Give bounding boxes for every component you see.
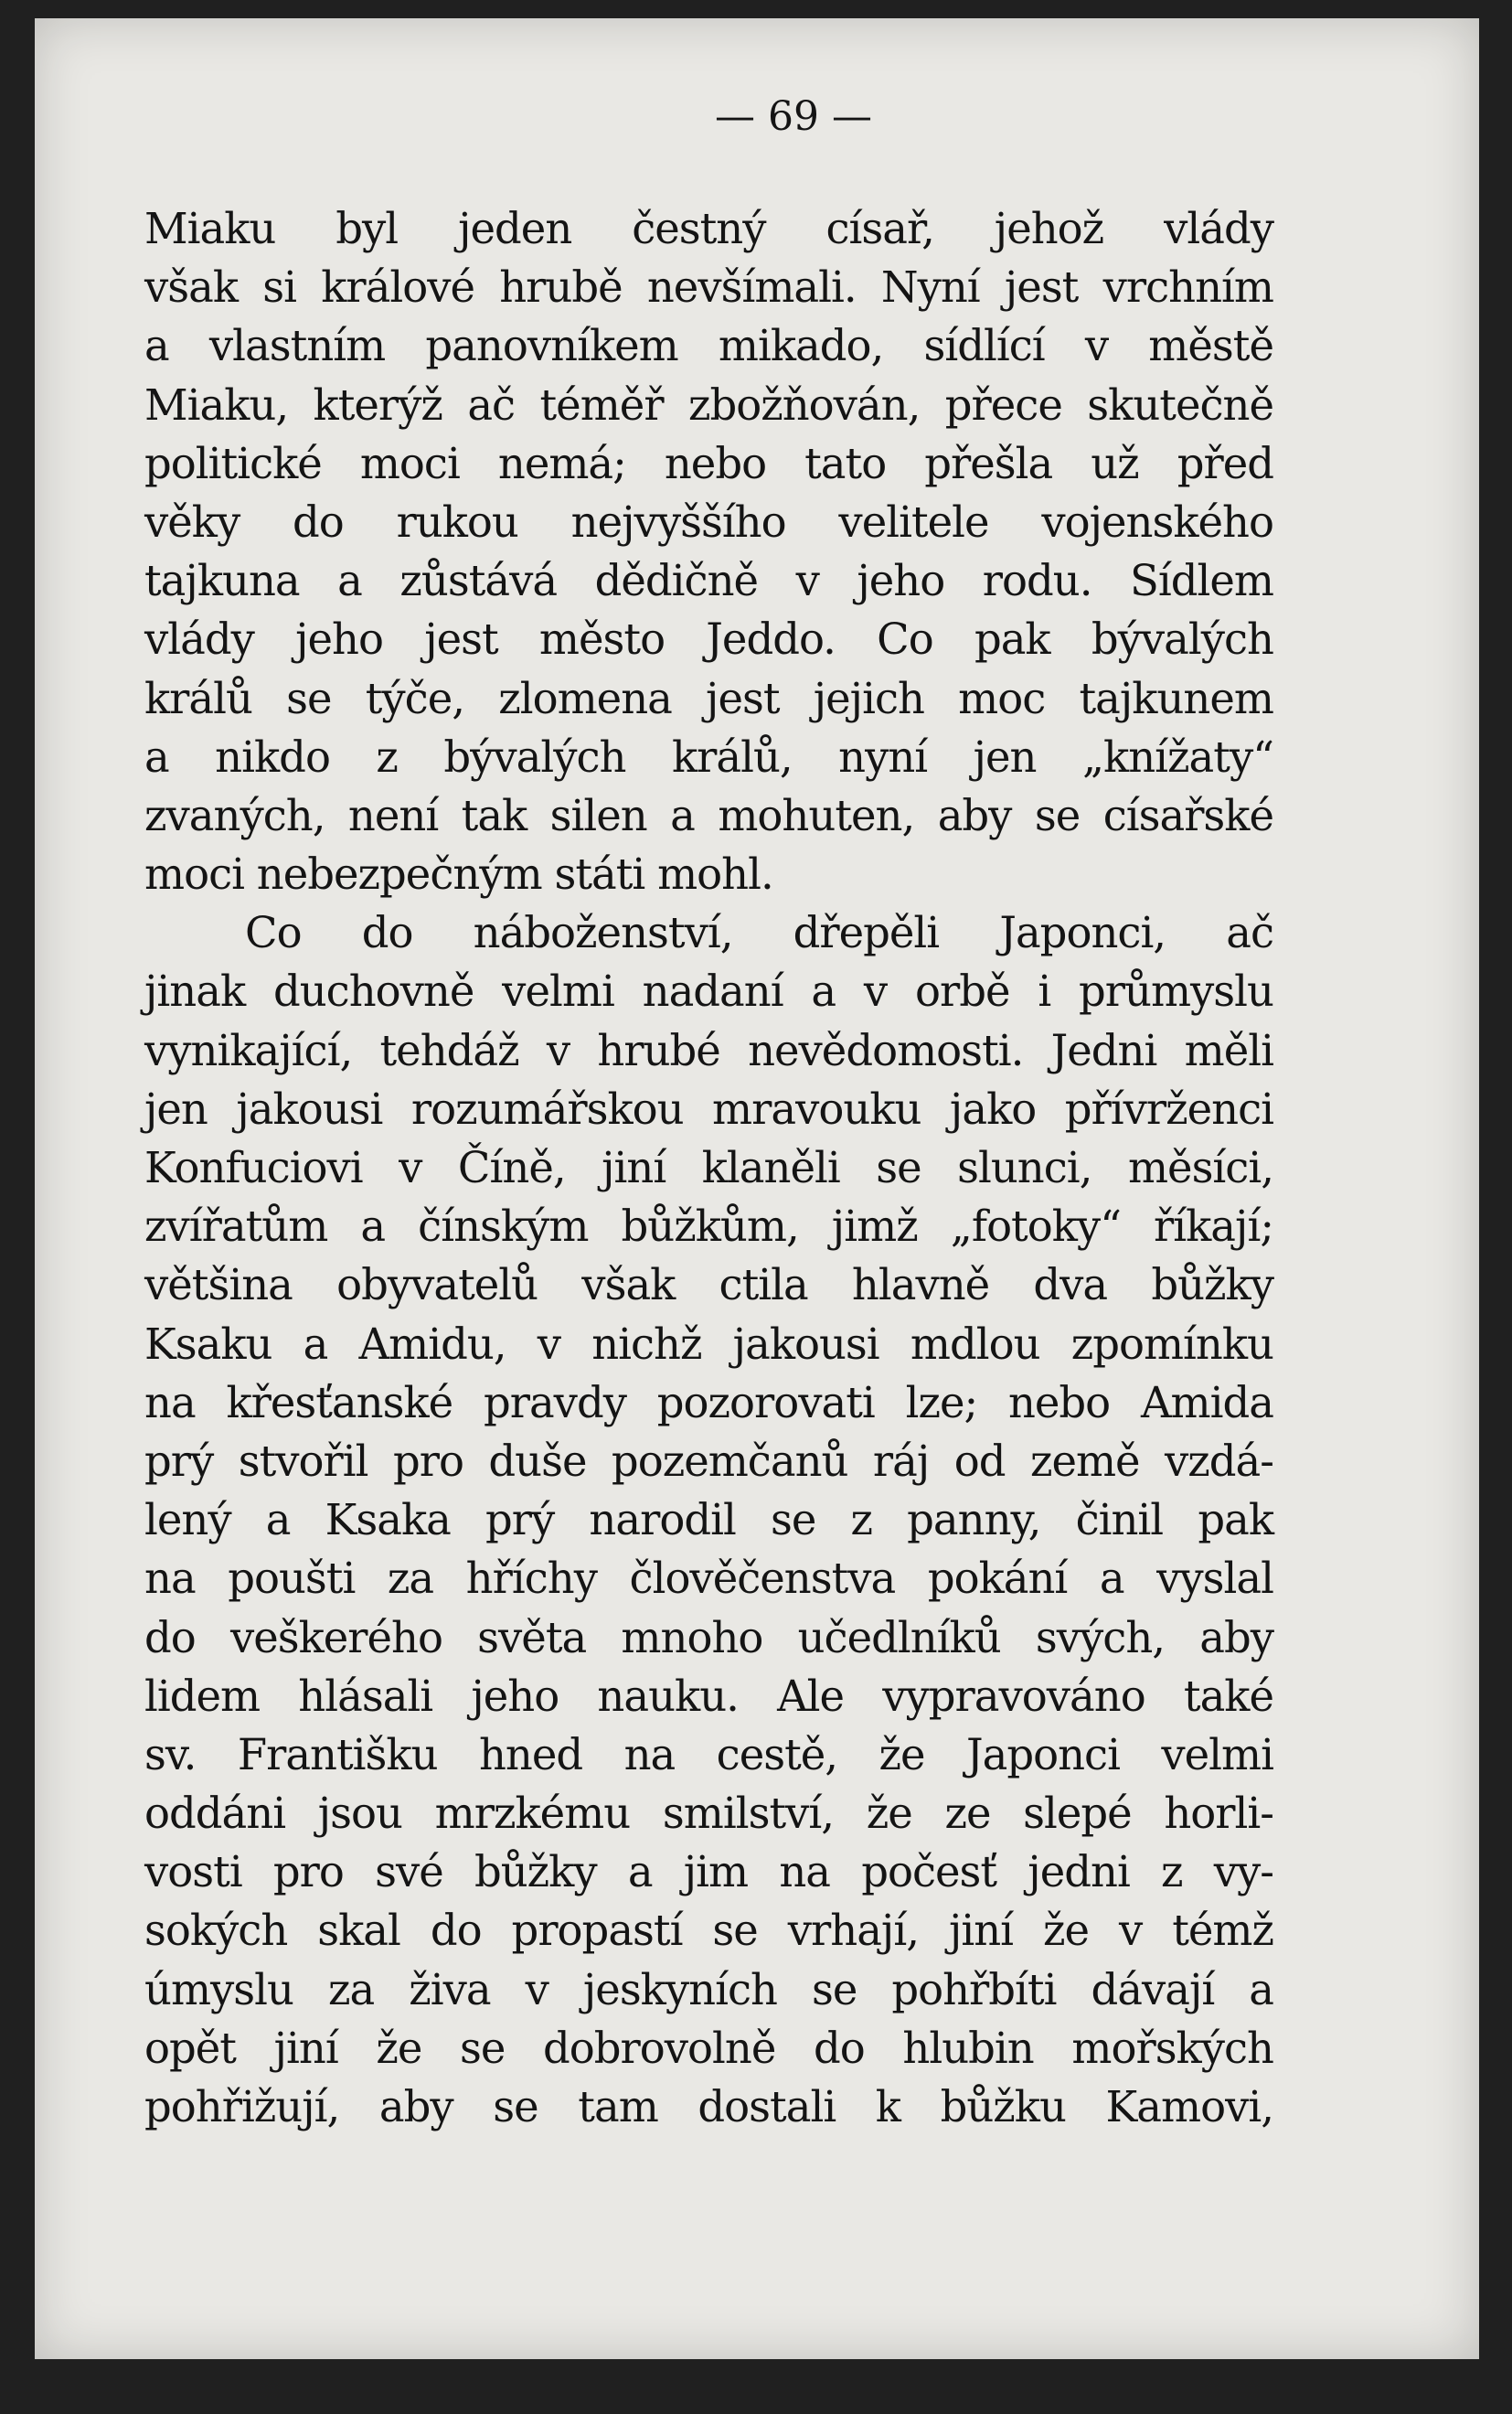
text-line: jinak duchovně velmi nadaní a v orbě i průmyslu — [144, 967, 1273, 1017]
text-line: lený a Ksaka prý narodil se z panny, činil pak — [144, 1495, 1273, 1545]
text-line: vosti pro své bůžky a jim na počesť jedni z vy- — [144, 1847, 1273, 1897]
body-text — [144, 199, 1273, 2136]
text-line: věky do rukou nejvyššího velitele vojenského — [144, 497, 1273, 547]
text-line: zvířatům a čínským bůžkům, jimž „fotoky“ říkají; — [144, 1202, 1273, 1252]
text-line: úmyslu za živa v jeskyních se pohřbíti dávají a — [144, 1964, 1273, 2014]
text-line: sv. Františku hned na cestě, že Japonci velmi — [144, 1729, 1273, 1779]
text-line: většina obyvatelů však ctila hlavně dva bůžky — [144, 1260, 1273, 1310]
text-line: Konfuciovi v Číně, jiní klaněli se slunci, měsíci, — [144, 1143, 1273, 1192]
text-line: Miaku byl jeden čestný císař, jehož vlády — [144, 204, 1273, 253]
text-line: do veškerého světa mnoho učedlníků svých, aby — [144, 1612, 1273, 1662]
text-line: zvaných, není tak silen a mohuten, aby se císařské — [144, 790, 1273, 840]
text-line: vlády jeho jest město Jeddo. Co pak bývalých — [144, 614, 1273, 665]
text-line: prý stvořil pro duše pozemčanů ráj od země vzdá- — [144, 1436, 1273, 1486]
text-line: a nikdo z bývalých králů, nyní jen „knížaty“ — [144, 732, 1273, 782]
text-line: vynikající, tehdáž v hrubé nevědomosti. Jedni měli — [144, 1025, 1273, 1075]
text-line: Miaku, kterýž ač téměř zbožňován, přece skutečně — [144, 379, 1273, 430]
text-line: lidem hlásali jeho nauku. Ale vypravováno také — [144, 1671, 1273, 1721]
text-line: králů se týče, zlomena jest jejich moc tajkunem — [144, 673, 1273, 723]
text-line: opět jiní že se dobrovolně do hlubin mořských — [144, 2023, 1273, 2073]
text-line: tajkuna a zůstává dědičně v jeho rodu. Sídlem — [144, 556, 1273, 606]
text-line: politické moci nemá; nebo tato přešla už před — [144, 438, 1273, 488]
text-line: oddáni jsou mrzkému smilství, že ze slepé horli- — [144, 1789, 1273, 1839]
text-line: na poušti za hříchy člověčenstva pokání a vyslal — [144, 1554, 1273, 1604]
text-line: pohřižují, aby se tam dostali k bůžku Kamovi, — [144, 2082, 1273, 2131]
page-number: — 69 — — [715, 93, 872, 140]
text-line: moci nebezpečným státi mohl. — [144, 849, 773, 900]
text-line: však si králové hrubě nevšímali. Nyní jest vrchním — [144, 262, 1273, 313]
book-page — [35, 18, 1479, 2359]
text-line: jen jakousi rozumářskou mravouku jako přívrženci — [144, 1084, 1273, 1134]
text-line: sokých skal do propastí se vrhají, jiní že v témž — [144, 1906, 1273, 1956]
text-line: Ksaku a Amidu, v nichž jakousi mdlou zpomínku — [144, 1319, 1273, 1369]
text-line: a vlastním panovníkem mikado, sídlící v městě — [144, 321, 1273, 371]
text-line: Co do náboženství, dřepěli Japonci, ač — [245, 908, 1273, 958]
text-line: na křesťanské pravdy pozorovati lze; nebo Amida — [144, 1377, 1273, 1427]
